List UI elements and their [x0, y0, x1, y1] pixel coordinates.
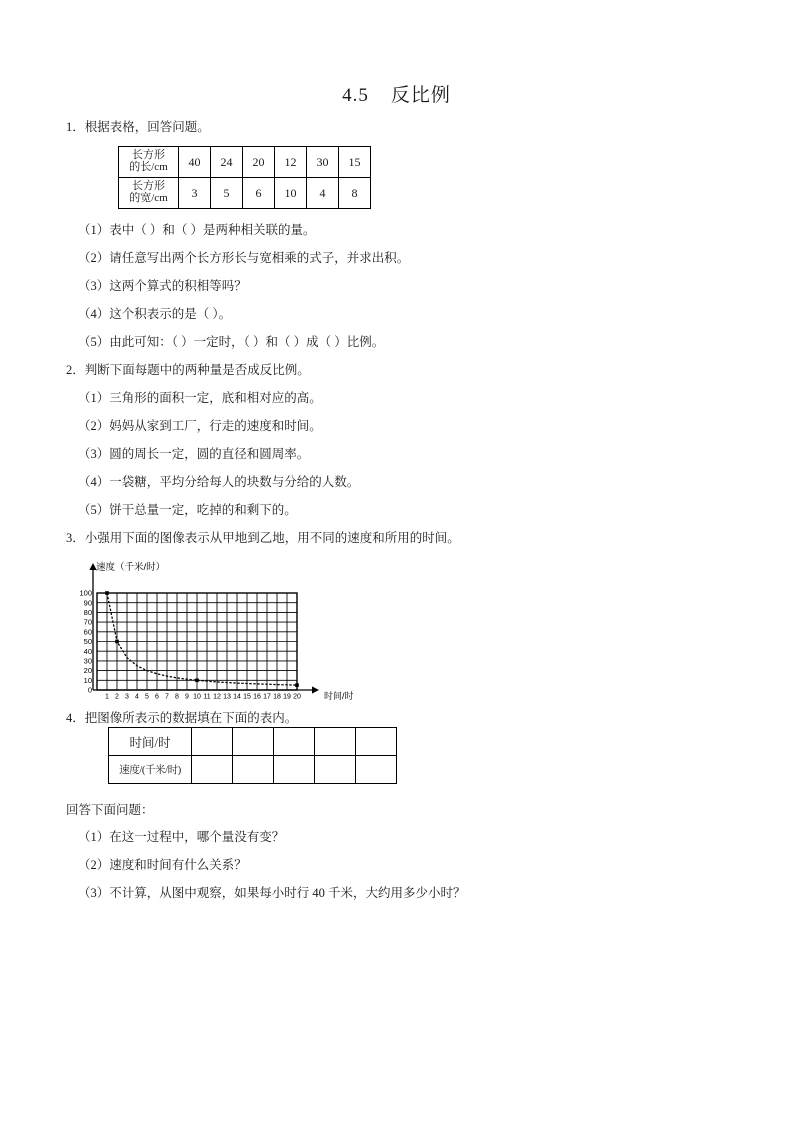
svg-text:70: 70	[83, 617, 92, 627]
svg-text:10: 10	[83, 675, 92, 685]
blank-cell-time-3[interactable]	[315, 728, 356, 756]
svg-text:18: 18	[273, 693, 281, 701]
svg-text:5: 5	[145, 693, 149, 701]
question-4-item-1: （1）在这一过程中，哪个量没有变？	[78, 830, 285, 844]
table-row-length	[119, 147, 371, 178]
svg-text:80: 80	[83, 608, 92, 617]
svg-text:19: 19	[283, 693, 291, 701]
row-header-width-line2: 的宽/cm	[129, 192, 168, 204]
svg-text:10: 10	[193, 693, 201, 701]
cell-length-0: 40	[179, 147, 211, 178]
x-axis-arrow-icon	[312, 686, 319, 693]
cell-width-1: 5	[211, 178, 243, 209]
question-1-item-4: （4）这个积表示的是（ ）。	[78, 307, 232, 321]
row-header-length	[119, 147, 179, 178]
svg-text:17: 17	[263, 693, 271, 701]
svg-text:15: 15	[243, 693, 251, 701]
row-header-time: 时间/时	[109, 728, 192, 756]
svg-text:90: 90	[83, 598, 92, 608]
row-header-speed: 速度/(千米/时)	[109, 756, 192, 784]
question-3-prompt: 3．小强用下面的图像表示从甲地到乙地，用不同的速度和所用的时间。	[66, 531, 460, 545]
speed-time-chart	[66, 558, 366, 710]
question-1-item-1: （1）表中（ ）和（ ）是两种相关联的量。	[78, 223, 316, 237]
cell-width-5: 8	[339, 178, 371, 209]
question-1-item-3: （3）这两个算式的积相等吗？	[78, 279, 247, 293]
blank-cell-time-1[interactable]	[233, 728, 274, 756]
question-4-item-2: （2）速度和时间有什么关系？	[78, 858, 247, 872]
svg-text:50: 50	[83, 637, 92, 647]
chart-x-tick-labels	[105, 694, 301, 701]
cell-length-5: 15	[339, 147, 371, 178]
svg-text:6: 6	[155, 693, 159, 701]
blank-cell-time-0[interactable]	[192, 728, 233, 756]
chart-x-axis-label: 时间/时	[324, 691, 354, 701]
svg-text:40: 40	[83, 646, 92, 656]
question-2-item-5: （5）饼干总量一定，吃掉的和剩下的。	[78, 503, 297, 517]
svg-text:13: 13	[223, 693, 231, 701]
row-header-width-line1: 长方形	[132, 180, 165, 193]
chart-y-axis-label: 速度（千米/时）	[96, 562, 166, 573]
blank-cell-speed-4[interactable]	[356, 756, 397, 784]
rectangle-data-table	[118, 146, 371, 209]
svg-text:8: 8	[175, 693, 179, 701]
svg-text:7: 7	[165, 693, 169, 701]
blank-cell-speed-3[interactable]	[315, 756, 356, 784]
question-2-item-2: （2）妈妈从家到工厂，行走的速度和时间。	[78, 419, 322, 433]
cell-width-3: 10	[275, 178, 307, 209]
page-title	[0, 80, 793, 107]
svg-text:11: 11	[203, 693, 211, 701]
blank-cell-time-4[interactable]	[356, 728, 397, 756]
svg-text:12: 12	[213, 693, 221, 701]
blank-cell-speed-2[interactable]	[274, 756, 315, 784]
table-row-width	[119, 178, 371, 209]
page-title-name: 反比例	[390, 85, 451, 106]
svg-text:14: 14	[233, 693, 241, 701]
chart-svg	[66, 558, 366, 710]
cell-width-4: 4	[307, 178, 339, 209]
cell-length-4: 30	[307, 147, 339, 178]
cell-length-1: 24	[211, 147, 243, 178]
svg-text:20: 20	[83, 666, 92, 676]
table-row-time	[109, 728, 397, 756]
question-2-prompt: 2．判断下面每题中的两种量是否成反比例。	[66, 363, 310, 377]
row-header-width	[119, 178, 179, 209]
answer-lead-text: 回答下面问题：	[66, 803, 154, 817]
answer-fill-table[interactable]	[108, 727, 397, 784]
blank-cell-time-2[interactable]	[274, 728, 315, 756]
blank-cell-speed-1[interactable]	[233, 756, 274, 784]
svg-text:60: 60	[83, 627, 92, 637]
svg-text:9: 9	[185, 693, 189, 701]
page-title-number: 4.5	[342, 85, 369, 106]
svg-text:100: 100	[79, 588, 92, 598]
svg-text:3: 3	[125, 693, 129, 701]
row-header-length-line1: 长方形	[132, 149, 165, 162]
chart-axes	[93, 568, 314, 690]
svg-text:16: 16	[253, 693, 261, 701]
chart-y-tick-labels	[79, 589, 92, 695]
svg-text:30: 30	[83, 656, 92, 666]
svg-text:2: 2	[115, 693, 119, 701]
svg-text:4: 4	[135, 693, 139, 701]
question-1-item-2: （2）请任意写出两个长方形长与宽相乘的式子，并求出积。	[78, 251, 410, 265]
question-4-item-3: （3）不计算，从图中观察，如果每小时行 40 千米，大约用多少小时？	[78, 886, 466, 900]
cell-length-3: 12	[275, 147, 307, 178]
table-row-speed	[109, 756, 397, 784]
svg-text:20: 20	[293, 693, 301, 701]
svg-text:1: 1	[105, 693, 109, 701]
question-2-item-1: （1）三角形的面积一定，底和相对应的高。	[78, 391, 322, 405]
blank-cell-speed-0[interactable]	[192, 756, 233, 784]
chart-marked-points	[105, 591, 299, 687]
cell-width-0: 3	[179, 178, 211, 209]
chart-curve	[107, 593, 297, 685]
question-1-prompt: 1．根据表格，回答问题。	[66, 120, 210, 134]
row-header-length-line2: 的长/cm	[129, 161, 168, 173]
question-4-prompt: 4．把图像所表示的数据填在下面的表内。	[66, 711, 298, 725]
cell-width-2: 6	[243, 178, 275, 209]
cell-length-2: 20	[243, 147, 275, 178]
question-1-item-5: （5）由此可知：（ ）一定时，（ ）和（ ）成（ ）比例。	[78, 335, 385, 349]
question-2-item-3: （3）圆的周长一定，圆的直径和圆周率。	[78, 447, 310, 461]
question-2-item-4: （4）一袋糖，平均分给每人的块数与分给的人数。	[78, 475, 360, 489]
svg-text:0: 0	[87, 685, 92, 695]
